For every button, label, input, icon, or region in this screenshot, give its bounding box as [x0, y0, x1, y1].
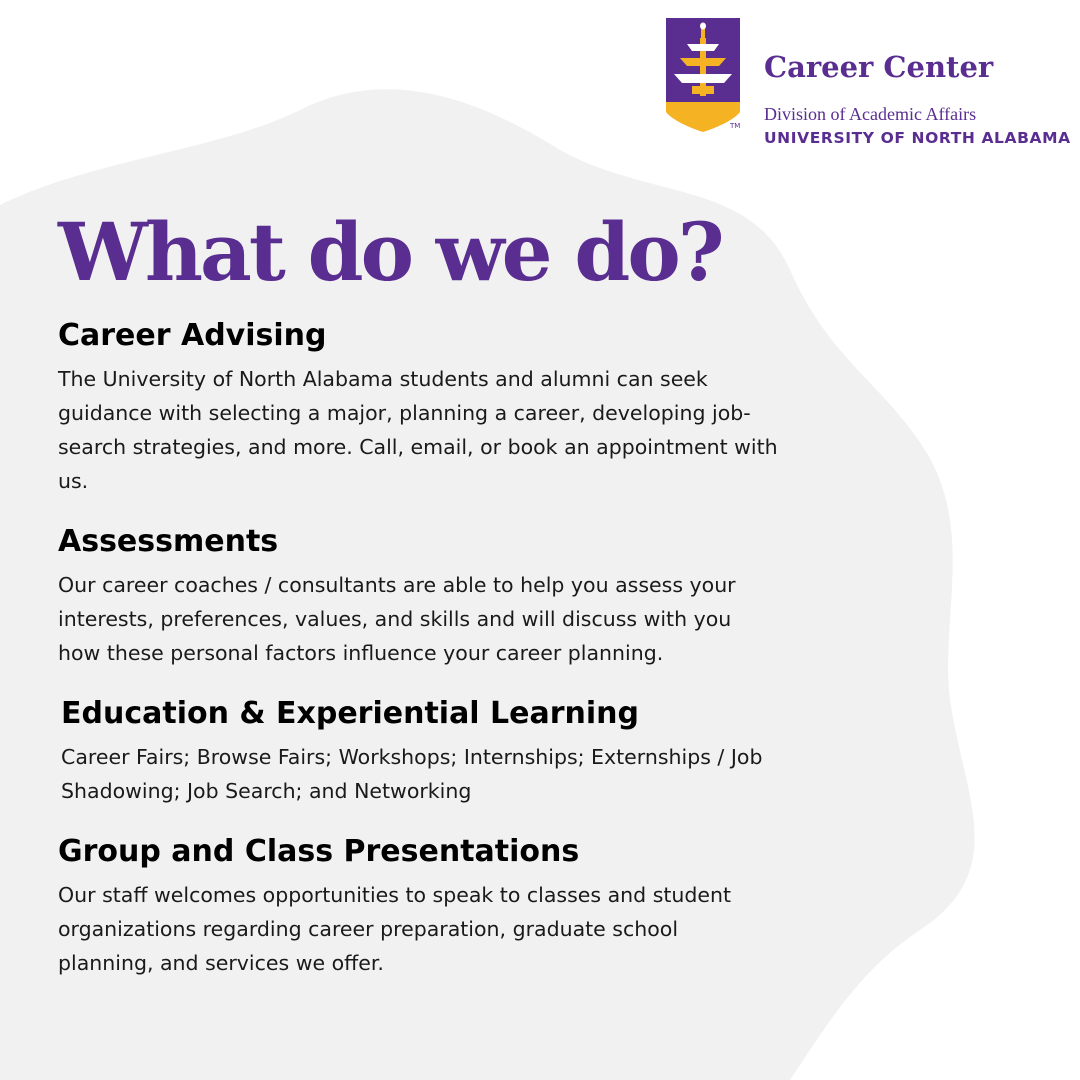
main-content — [58, 200, 778, 1006]
page-title: What do we do? — [58, 205, 722, 299]
logo-division: Division of Academic Affairs — [764, 104, 977, 124]
section-career-advising — [58, 318, 778, 498]
section-group-class-presentations — [58, 834, 778, 980]
section-heading: Group and Class Presentations — [58, 834, 580, 869]
section-education-experiential-learning — [61, 696, 778, 808]
section-heading: Career Advising — [58, 318, 327, 353]
section-body: Our career coaches / consultants are able to help you assess your interests, preferences, values, and skills and will discuss with you how these personal factors influence your career planning. — [58, 573, 736, 665]
section-body: Career Fairs; Browse Fairs; Workshops; Internships; Externships / Job Shadowing; Job Search; and Networking — [61, 745, 763, 803]
fountain-emblem-icon — [664, 16, 744, 134]
section-assessments — [58, 524, 778, 670]
section-body: Our staff welcomes opportunities to speak to classes and student organizations regarding career preparation, graduate school planning, and services we offer. — [58, 883, 732, 975]
career-center-logo — [664, 16, 1074, 147]
logo-title: Career Center — [764, 50, 994, 84]
section-body: The University of North Alabama students and alumni can seek guidance with selecting a major, planning a career, developing job-search strategies, and more. Call, email, or book an appointment with us. — [58, 367, 778, 493]
section-heading: Education & Experiential Learning — [61, 696, 640, 731]
logo-university: UNIVERSITY OF NORTH ALABAMA — [764, 129, 1071, 147]
trademark-mark: TM — [730, 122, 741, 130]
section-heading: Assessments — [58, 524, 279, 559]
